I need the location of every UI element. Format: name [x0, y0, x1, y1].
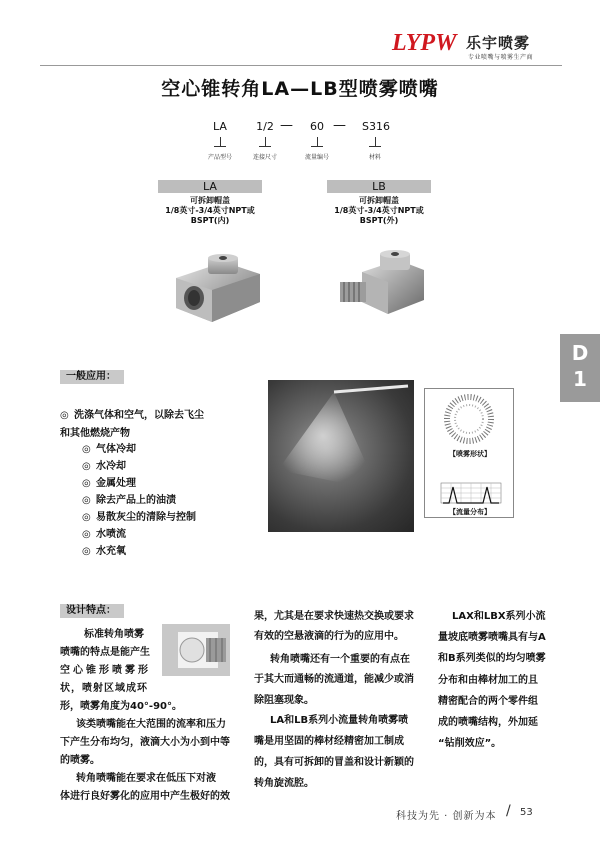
design-heading: 设计特点： — [60, 604, 124, 618]
application-item: ◎ 水充氧 — [82, 546, 126, 557]
section-tab — [560, 334, 600, 402]
code-part-material: S316 — [362, 120, 390, 133]
design-col3-line: 成的喷嘴结构，外加延 — [438, 717, 538, 728]
design-col2-line: 嘴是用坚固的棒材经精密加工制成 — [254, 736, 404, 747]
code-dash: — — [280, 118, 293, 133]
bullet-icon: ◎ — [82, 478, 91, 489]
spray-diagram-panel — [424, 388, 514, 518]
design-col3-line: 精密配合的两个零件组 — [438, 696, 538, 707]
logo-wordmark: LYPW — [392, 30, 457, 56]
code-tick — [259, 146, 271, 147]
nozzle-cutaway-image — [160, 620, 232, 680]
design-col3-line: 分布和由棒材加工的且 — [438, 675, 538, 686]
applications-heading: 一般应用： — [60, 370, 124, 384]
design-col1-line: 形，喷雾角度为40°-90°。 — [60, 701, 182, 712]
footer-slogan: 科技为先 · 创新为本 — [396, 811, 497, 822]
design-col3-line: LAX和LBX系列小流 — [452, 611, 546, 622]
design-col3-line: 量坡底喷雾喷嘴具有与A — [438, 632, 546, 643]
variant-tag-lb: LB — [327, 180, 431, 193]
code-tick — [265, 137, 266, 146]
code-tick — [317, 137, 318, 146]
footer-divider: / — [506, 803, 511, 819]
code-label-material: 材料 — [368, 154, 381, 161]
application-item: ◎ 金属处理 — [82, 478, 136, 489]
bullet-icon: ◎ — [82, 495, 91, 506]
design-col3-line: 和B系列类似的均匀喷雾 — [438, 653, 546, 664]
code-label-type: 产品型号 — [207, 154, 232, 161]
code-tick — [214, 146, 226, 147]
design-col2-line: 转角喷嘴还有一个重要的有点在 — [270, 654, 410, 665]
code-dash: — — [333, 118, 346, 133]
spray-photo — [268, 380, 414, 532]
code-part-flow: 60 — [310, 120, 324, 133]
brand-name: 乐宇喷雾 — [466, 34, 531, 52]
design-col1-line: 体进行良好雾化的应用中产生极好的效 — [60, 791, 230, 802]
design-col1-line: 标准转角喷雾 — [84, 629, 144, 640]
design-col2-line: 的，具有可拆卸的冒盖和设计新颖的 — [254, 757, 414, 768]
bullet-icon: ◎ — [82, 529, 91, 540]
variant-desc-lb: 可拆卸帽盖 1/8英寸-3/4英寸NPT或 BSPT(外) — [334, 196, 424, 225]
code-part-size: 1/2 — [256, 120, 274, 133]
code-tick — [311, 146, 323, 147]
design-col2-line: 果，尤其是在要求快速热交换或要求 — [254, 611, 414, 622]
nozzle-la-image — [168, 252, 264, 326]
section-tab-number: 1 — [573, 367, 587, 391]
bullet-icon: ◎ — [82, 512, 91, 523]
application-item: ◎ 除去产品上的油渍 — [82, 495, 176, 506]
design-col1-line: 该类喷嘴能在大范围的流率和压力 — [76, 719, 226, 730]
bullet-icon: ◎ — [60, 410, 69, 421]
section-tab-letter: D — [571, 341, 589, 365]
code-tick — [220, 137, 221, 146]
brand-tagline: 专业喷嘴与喷雾生产商 — [468, 54, 534, 61]
page-number: 53 — [520, 807, 533, 818]
variant-desc-la: 可拆卸帽盖 1/8英寸-3/4英寸NPT或 BSPT(内) — [165, 196, 255, 225]
application-item: ◎ 水喷流 — [82, 529, 126, 540]
bullet-icon: ◎ — [82, 444, 91, 455]
variant-tag-la: LA — [158, 180, 262, 193]
design-col1-line: 状，喷射区域成环 — [60, 683, 148, 694]
code-part-type: LA — [213, 120, 227, 133]
code-label-size: 连接尺寸 — [252, 154, 277, 161]
application-item: ◎ 气体冷却 — [82, 444, 136, 455]
design-col1-line: 转角喷嘴能在要求在低压下对液 — [76, 773, 216, 784]
design-col1-line: 喷嘴的特点是能产生 — [60, 647, 150, 658]
design-col2-line: LA和LB系列小流量转角喷雾喷 — [270, 715, 409, 726]
page-title: 空心锥转角LA—LB型喷雾喷嘴 — [161, 78, 439, 100]
code-label-flow: 流量编号 — [304, 154, 329, 161]
application-item: ◎ 易散灰尘的清除与控制 — [82, 512, 196, 523]
design-col2-line: 有效的空悬液滴的行为的应用中。 — [254, 631, 404, 642]
bullet-icon: ◎ — [82, 546, 91, 557]
design-col2-line: 除阻塞现象。 — [254, 695, 314, 706]
spray-pattern-caption: 【喷雾形状】 — [449, 450, 491, 458]
design-col1-line: 空心锥形喷雾形 — [60, 665, 151, 676]
flow-distribution-caption: 【流量分布】 — [449, 508, 491, 516]
application-item: ◎ 洗涤气体和空气，以除去飞尘 — [60, 410, 204, 421]
nozzle-lb-image — [336, 248, 428, 328]
code-tick — [369, 146, 381, 147]
bullet-icon: ◎ — [82, 461, 91, 472]
design-col1-line: 下产生分布均匀，液滴大小为小到中等 — [60, 737, 230, 748]
design-col2-line: 转角旋流腔。 — [254, 778, 314, 789]
brand-logo — [392, 30, 562, 64]
code-tick — [375, 137, 376, 146]
application-item-cont: 和其他燃烧产物 — [60, 428, 130, 439]
header-rule — [40, 65, 562, 66]
design-col3-line: “钻削效应”。 — [438, 738, 502, 749]
application-item: ◎ 水冷却 — [82, 461, 126, 472]
design-col2-line: 于其大而通畅的流通道，能减少或消 — [254, 674, 414, 685]
design-col1-line: 的喷雾。 — [60, 755, 100, 766]
